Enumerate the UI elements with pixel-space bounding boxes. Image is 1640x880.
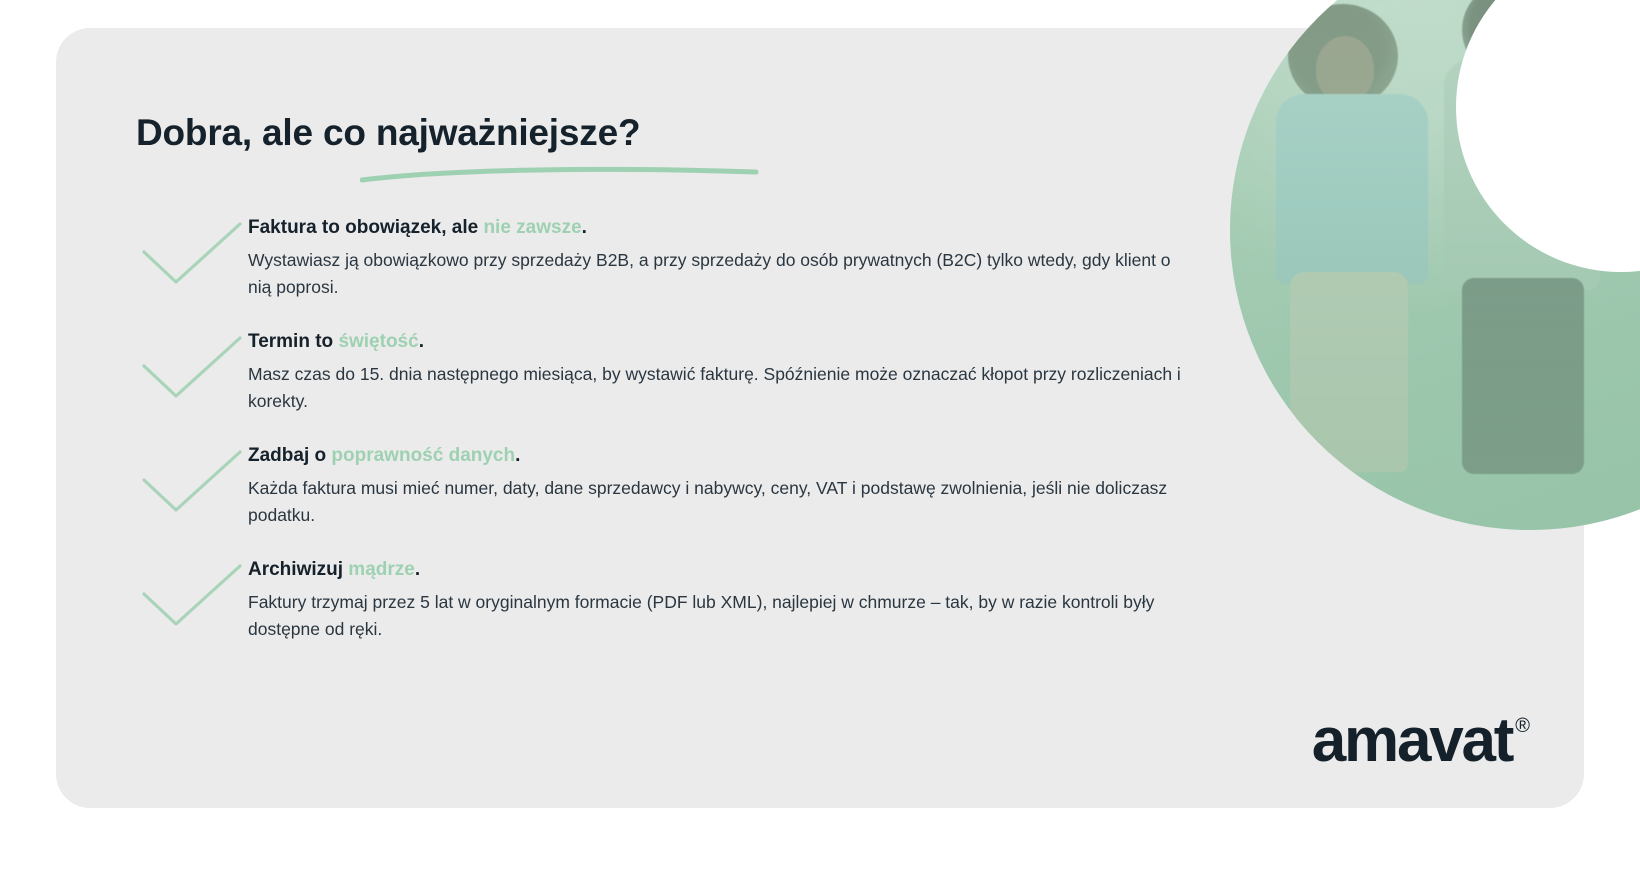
checklist [136, 214, 1196, 670]
list-item-body: Każda faktura musi mieć numer, daty, dane sprzedawcy i nabywcy, ceny, VAT i podstawę zwolnienia, jeśli nie doliczasz podatku. [248, 477, 1168, 525]
list-item [136, 556, 1196, 643]
list-item-text [248, 328, 1196, 415]
heading-suffix: . [418, 331, 424, 352]
check-mark-icon [136, 562, 248, 632]
heading-suffix: . [515, 445, 521, 466]
heading-prefix: Archiwizuj [248, 559, 349, 580]
heading-accent: nie zawsze [483, 217, 582, 238]
heading-prefix: Faktura to obowiązek, ale [248, 217, 484, 238]
heading-suffix: . [581, 217, 587, 238]
list-item-body: Faktury trzymaj przez 5 lat w oryginalnym formacie (PDF lub XML), najlepiej w chmurze – tak, by w razie kontroli były dostępne od ręki. [248, 591, 1155, 639]
check-mark-icon [136, 334, 248, 404]
heading-suffix: . [414, 559, 421, 580]
amavat-logo [1311, 706, 1530, 775]
list-item-text [248, 556, 1196, 643]
list-item-text [248, 442, 1196, 529]
list-item-heading [248, 330, 1196, 354]
heading-prefix: Zadbaj o [248, 445, 332, 466]
list-item [136, 442, 1196, 529]
list-item [136, 214, 1196, 301]
list-item-heading [248, 216, 1196, 240]
heading-accent: świętość [338, 331, 419, 352]
list-item-body: Wystawiasz ją obowiązkowo przy sprzedaży B2B, a przy sprzedaży do osób prywatnych (B2C) tylko wtedy, gdy klient o nią poprosi. [248, 249, 1171, 297]
page-title: Dobra, ale co najważniejsze? [136, 112, 641, 153]
check-mark-icon [136, 220, 248, 290]
list-item-heading [248, 444, 1196, 468]
title-block [136, 112, 640, 155]
logo-wordmark: amavat [1311, 706, 1513, 775]
heading-accent: poprawność danych [331, 445, 516, 466]
title-underline-icon [360, 166, 760, 184]
list-item-heading [248, 558, 1196, 582]
heading-accent: mądrze [348, 559, 415, 580]
list-item-text [248, 214, 1196, 301]
check-mark-icon [136, 448, 248, 518]
list-item-body: Masz czas do 15. dnia następnego miesiąca, by wystawić fakturę. Spóźnienie może oznaczać kłopot przy rozliczeniach i korekty. [248, 363, 1181, 411]
registered-trademark-icon: ® [1515, 715, 1530, 737]
heading-prefix: Termin to [248, 331, 339, 352]
list-item [136, 328, 1196, 415]
